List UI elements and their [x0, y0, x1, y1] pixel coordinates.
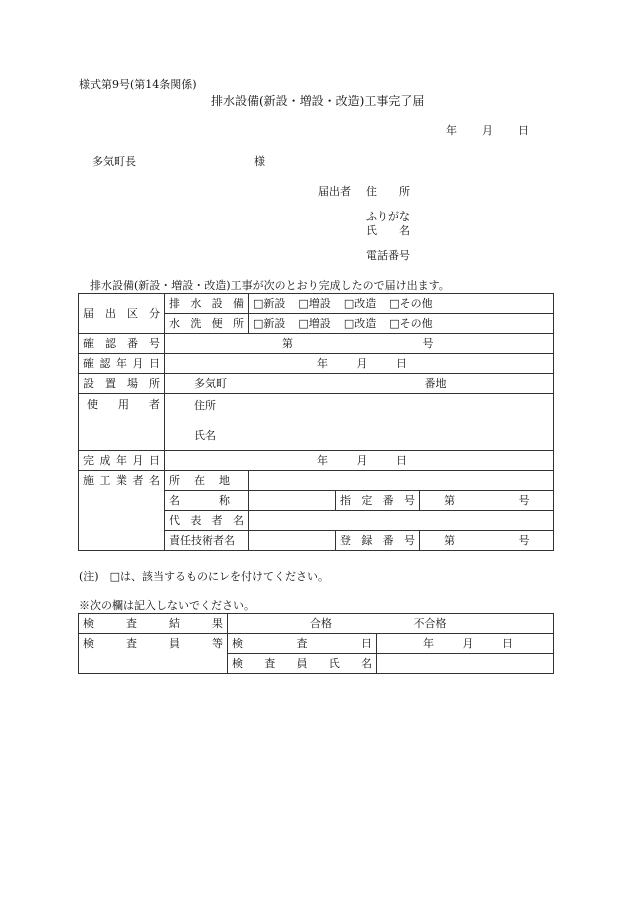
completion-table — [78, 293, 554, 551]
confirm-date-label — [79, 354, 165, 374]
designation-number-label — [336, 491, 420, 511]
registration-dai: 第 — [444, 534, 455, 547]
location-town: 多気町 — [194, 377, 227, 390]
applicant-address-label: 住 所 — [366, 185, 410, 198]
drainage-checkbox-modify[interactable]: □改造 — [343, 297, 377, 310]
flush-options — [249, 314, 554, 334]
inspector-name-label-text: 検 査 員 氏 名 — [232, 657, 372, 670]
user-label-text: 使 用 者 — [87, 398, 160, 411]
drainage-label-text: 排 水 設 備 — [169, 297, 244, 310]
completion-date-day: 日 — [396, 454, 407, 467]
result-fail[interactable]: 不合格 — [413, 617, 447, 630]
user-name-label: 氏名 — [194, 429, 216, 442]
completion-date-label — [79, 451, 165, 471]
inspector-label-text: 検 査 員 等 — [83, 637, 223, 650]
drainage-checkbox-other[interactable]: □その他 — [389, 297, 433, 310]
inspector-name-field[interactable] — [377, 654, 554, 674]
confirm-number-go: 号 — [422, 337, 434, 350]
document-title: 排水設備(新設・増設・改造)工事完了届 — [211, 94, 425, 108]
result-pass[interactable]: 合格 — [310, 617, 332, 630]
date-year: 年 — [446, 124, 457, 137]
contractor-rep-label — [165, 511, 249, 531]
result-label — [79, 614, 228, 634]
applicant-furigana-label: ふりがな — [366, 210, 410, 223]
confirm-date-month: 月 — [356, 357, 368, 370]
date-day: 日 — [518, 124, 529, 137]
contractor-location-field[interactable] — [249, 471, 554, 491]
flush-checkbox-other[interactable]: □その他 — [389, 317, 433, 330]
inspect-date-field[interactable] — [377, 634, 554, 654]
registration-number-field[interactable] — [420, 531, 554, 551]
contractor-rep-label-text: 代 表 者 名 — [169, 514, 244, 527]
note-text: (注) □は、該当するものにレを付けてください。 — [79, 570, 329, 583]
honorific: 様 — [254, 155, 265, 168]
location-field[interactable] — [165, 374, 554, 394]
inspect-date-label-text: 検 査 日 — [232, 637, 372, 650]
designation-number-field[interactable] — [420, 491, 554, 511]
contractor-rep-field[interactable] — [249, 511, 554, 531]
inspector-label — [79, 634, 228, 674]
confirm-number-dai: 第 — [282, 337, 293, 350]
contractor-location-label — [165, 471, 249, 491]
inspect-date-day: 日 — [502, 637, 513, 650]
intro-text: 排水設備(新設・増設・改造)工事が次のとおり完成したので届け出ます。 — [90, 279, 450, 292]
contractor-location-label-text: 所 在 地 — [169, 474, 230, 487]
completion-date-year: 年 — [317, 454, 328, 467]
date-month: 月 — [482, 124, 493, 137]
registration-number-label — [336, 531, 420, 551]
flush-toilet-label — [165, 314, 249, 334]
engineer-label: 責任技術者名 — [165, 531, 249, 551]
location-label-text: 設 置 場 所 — [83, 377, 160, 390]
designation-dai: 第 — [444, 494, 455, 507]
drainage-checkbox-add[interactable]: □増設 — [298, 297, 331, 310]
user-address-label: 住所 — [194, 399, 216, 412]
inspect-date-month: 月 — [462, 637, 474, 650]
registration-go: 号 — [518, 534, 530, 547]
recipient: 多気町長 — [92, 155, 136, 168]
category-label — [79, 294, 165, 334]
office-table — [78, 613, 554, 674]
contractor-name-label-text: 名 称 — [169, 494, 230, 507]
office-note: ※次の欄は記入しないでください。 — [79, 599, 255, 612]
completion-date-field[interactable] — [165, 451, 554, 471]
registration-number-label-text: 登 録 番 号 — [340, 534, 415, 547]
inspector-name-label — [228, 654, 377, 674]
result-field[interactable] — [228, 614, 554, 634]
confirm-number-label — [79, 334, 165, 354]
applicant-name-label: 氏 名 — [366, 224, 410, 237]
designation-number-label-text: 指 定 番 号 — [340, 494, 415, 507]
flush-checkbox-modify[interactable]: □改造 — [343, 317, 377, 330]
user-field[interactable] — [165, 394, 554, 451]
confirm-number-field[interactable] — [165, 334, 554, 354]
flush-toilet-label-text: 水 洗 便 所 — [169, 317, 244, 330]
confirm-date-year: 年 — [317, 357, 328, 370]
user-label — [79, 394, 165, 451]
contractor-label — [79, 471, 165, 551]
drainage-options — [249, 294, 554, 314]
result-label-text: 検 査 結 果 — [83, 617, 223, 630]
contractor-label-text: 施 工 業 者 名 — [83, 474, 160, 487]
confirm-number-label-text: 確 認 番 号 — [83, 337, 160, 350]
drainage-label — [165, 294, 249, 314]
form-number: 様式第9号(第14条関係) — [79, 78, 197, 91]
category-label-text: 届 出 区 分 — [83, 307, 160, 320]
completion-date-label-text: 完 成 年 月 日 — [83, 454, 160, 467]
inspect-date-label — [228, 634, 377, 654]
completion-date-month: 月 — [356, 454, 368, 467]
contractor-name-label — [165, 491, 249, 511]
confirm-date-label-text: 確 認 年 月 日 — [83, 357, 160, 370]
confirm-date-field[interactable] — [165, 354, 554, 374]
location-label — [79, 374, 165, 394]
applicant-label: 届出者 — [318, 185, 351, 198]
applicant-phone-label: 電話番号 — [366, 249, 410, 262]
flush-checkbox-add[interactable]: □増設 — [298, 317, 331, 330]
designation-go: 号 — [518, 494, 530, 507]
engineer-field[interactable] — [249, 531, 336, 551]
confirm-date-day: 日 — [396, 357, 407, 370]
flush-checkbox-new[interactable]: □新設 — [253, 317, 286, 330]
inspect-date-year: 年 — [423, 637, 434, 650]
drainage-checkbox-new[interactable]: □新設 — [253, 297, 286, 310]
location-banchi: 番地 — [424, 377, 447, 390]
contractor-name-field[interactable] — [249, 491, 336, 511]
